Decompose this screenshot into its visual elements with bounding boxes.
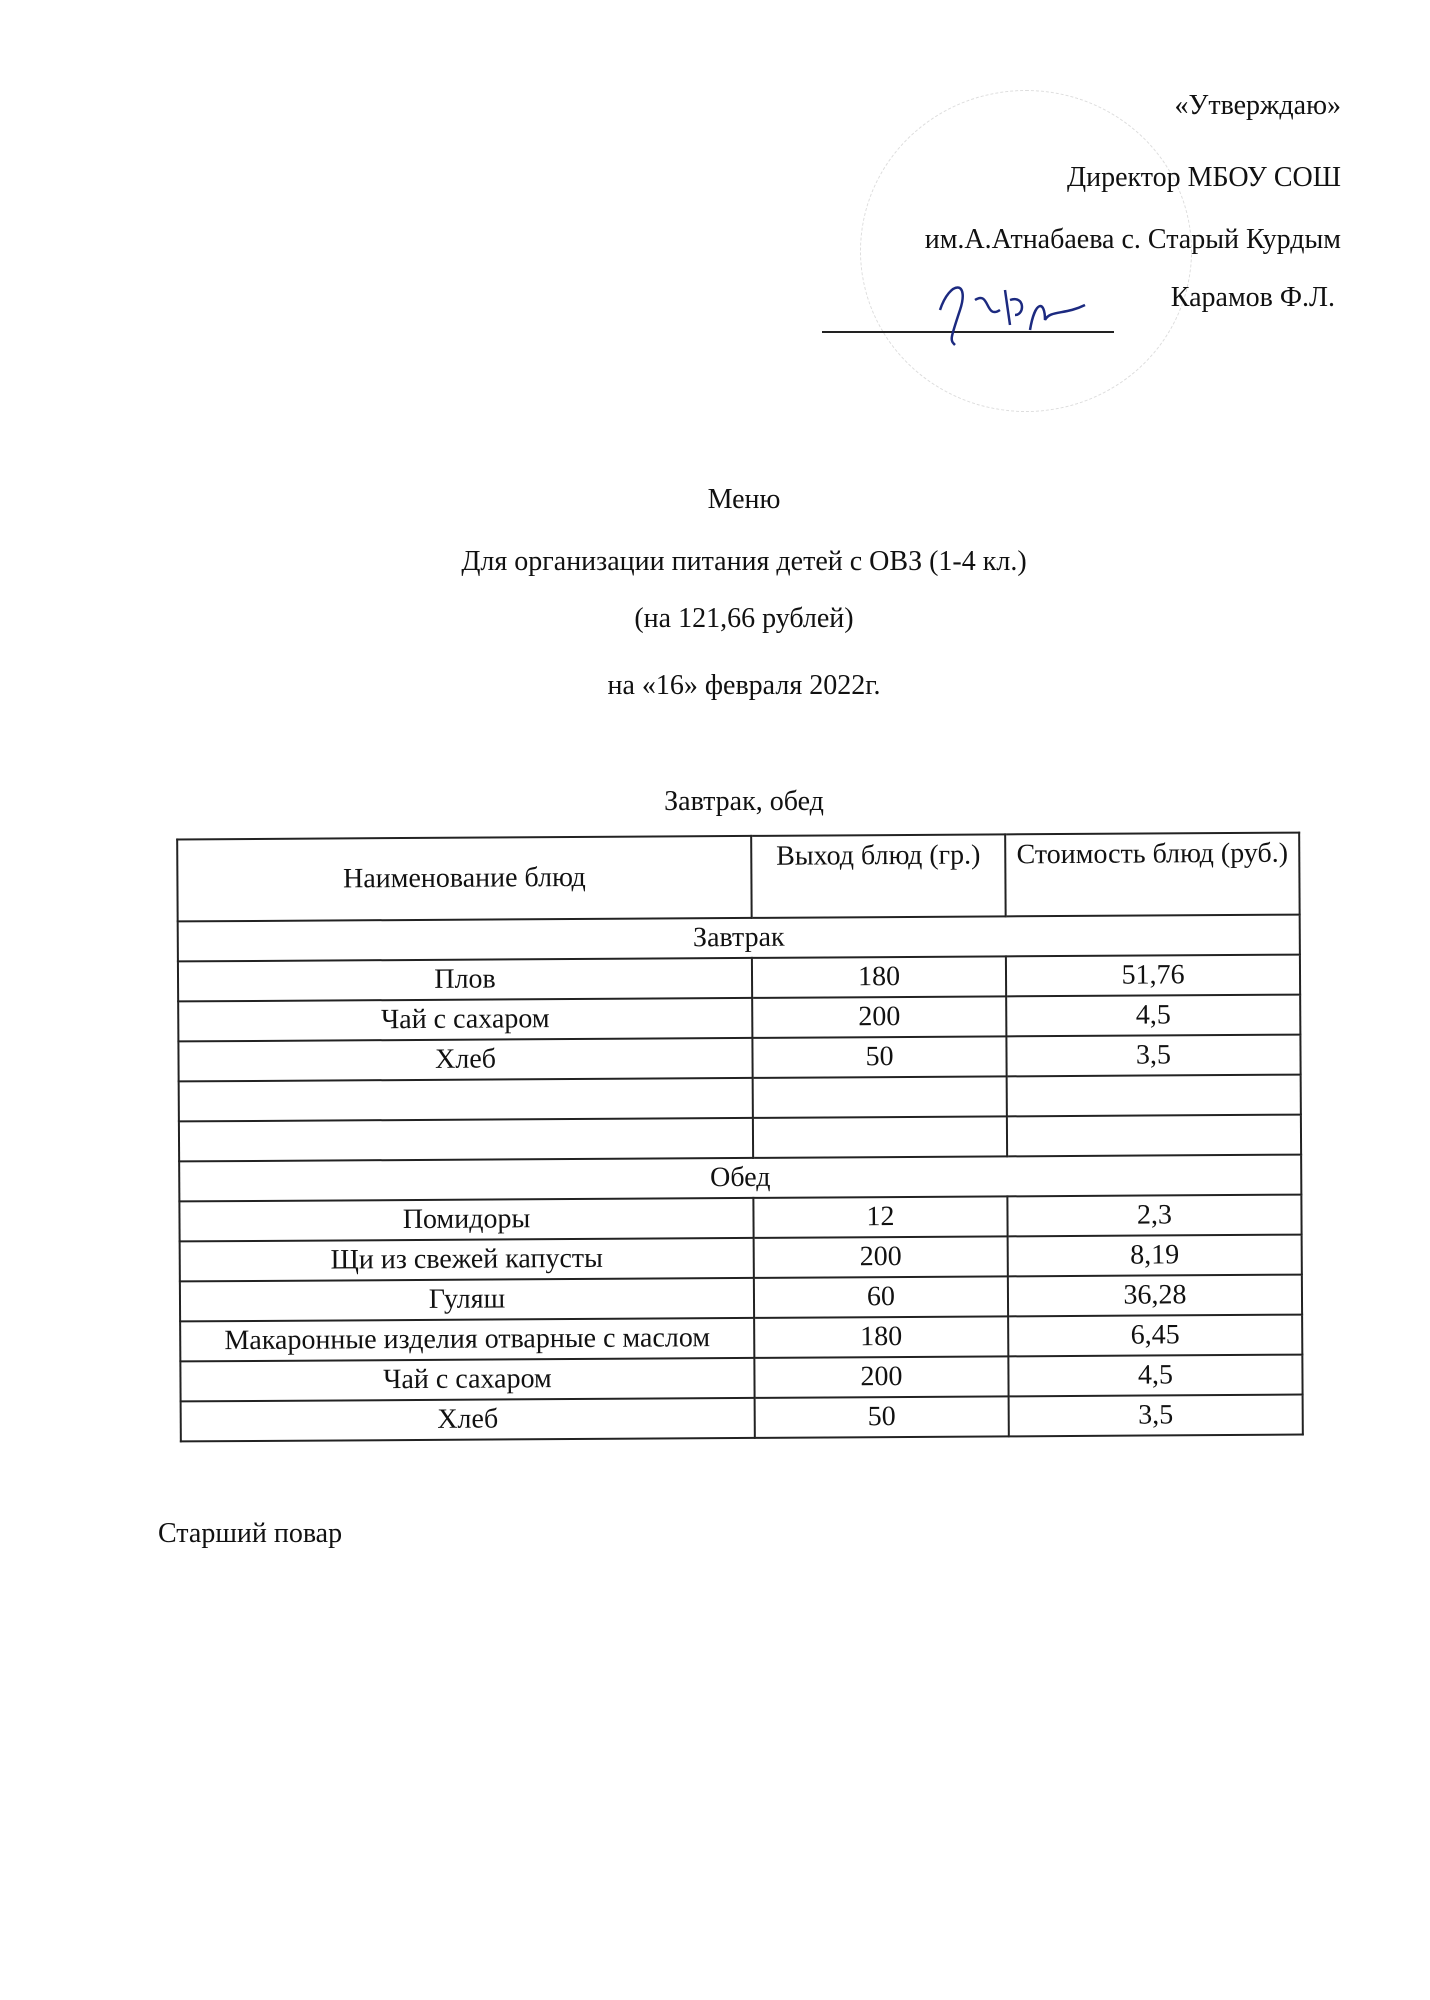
approval-school: им.А.Атнабаева с. Старый Курдым <box>924 224 1341 255</box>
table-row <box>179 1195 1301 1242</box>
menu-table <box>176 832 1304 1443</box>
table-row <box>181 1395 1303 1442</box>
menu-date: на «16» февраля 2022г. <box>607 670 881 701</box>
table-row <box>179 1075 1301 1122</box>
cost-cell: 3,5 <box>1009 1395 1303 1437</box>
portion-cell: 50 <box>755 1396 1009 1438</box>
cost-cell: 6,45 <box>1008 1315 1302 1357</box>
table-row <box>180 1315 1302 1362</box>
section-row <box>179 1155 1301 1202</box>
section-row <box>178 915 1300 962</box>
signature <box>930 270 1090 350</box>
table-row <box>179 1115 1301 1162</box>
table-header-row <box>177 833 1299 922</box>
section-title: Обед <box>179 1155 1301 1202</box>
portion-cell: 12 <box>753 1196 1007 1238</box>
table-row <box>178 1035 1300 1082</box>
menu-title: Меню <box>707 484 781 515</box>
cost-cell: 8,19 <box>1008 1235 1302 1277</box>
cost-cell: 2,3 <box>1007 1195 1301 1237</box>
portion-cell: 180 <box>754 1316 1008 1358</box>
portion-cell: 50 <box>752 1036 1006 1078</box>
cost-cell: 4,5 <box>1006 995 1300 1037</box>
dish-name-cell: Хлеб <box>181 1398 755 1442</box>
dish-name-cell: Плов <box>178 958 752 1002</box>
cost-cell <box>1007 1115 1301 1157</box>
dish-name-cell: Чай с сахаром <box>178 998 752 1042</box>
portion-cell: 200 <box>752 996 1006 1038</box>
approval-name: Карамов Ф.Л. <box>1170 282 1335 313</box>
header-dish-name: Наименование блюд <box>177 836 751 922</box>
portion-cell: 60 <box>754 1276 1008 1318</box>
portion-cell <box>753 1116 1007 1158</box>
table-row <box>180 1355 1302 1402</box>
meal-label: Завтрак, обед <box>664 786 824 817</box>
menu-subtitle: Для организации питания детей с ОВЗ (1-4 кл.) <box>461 546 1027 577</box>
portion-cell: 200 <box>754 1356 1008 1398</box>
dish-name-cell: Чай с сахаром <box>180 1358 754 1402</box>
dish-name-cell: Помидоры <box>179 1198 753 1242</box>
table-row <box>180 1275 1302 1322</box>
table-row <box>178 955 1300 1002</box>
cost-cell <box>1007 1075 1301 1117</box>
dish-name-cell: Макаронные изделия отварные с маслом <box>180 1318 754 1362</box>
cost-cell: 36,28 <box>1008 1275 1302 1317</box>
portion-cell: 200 <box>754 1236 1008 1278</box>
approval-position: Директор МБОУ СОШ <box>1066 162 1341 193</box>
header-portion: Выход блюд (гр.) <box>751 834 1005 918</box>
approval-title: «Утверждаю» <box>1174 90 1341 121</box>
section-title: Завтрак <box>178 915 1300 962</box>
table-row <box>180 1235 1302 1282</box>
menu-price: (на 121,66 рублей) <box>634 603 854 634</box>
senior-cook-label: Старший повар <box>158 1518 343 1549</box>
portion-cell <box>753 1076 1007 1118</box>
dish-name-cell <box>179 1078 753 1122</box>
dish-name-cell: Гуляш <box>180 1278 754 1322</box>
dish-name-cell <box>179 1118 753 1162</box>
table-row <box>178 995 1300 1042</box>
header-cost: Стоимость блюд (руб.) <box>1005 833 1299 917</box>
cost-cell: 4,5 <box>1008 1355 1302 1397</box>
dish-name-cell: Щи из свежей капусты <box>180 1238 754 1282</box>
cost-cell: 3,5 <box>1006 1035 1300 1077</box>
dish-name-cell: Хлеб <box>178 1038 752 1082</box>
cost-cell: 51,76 <box>1006 955 1300 997</box>
portion-cell: 180 <box>752 956 1006 998</box>
